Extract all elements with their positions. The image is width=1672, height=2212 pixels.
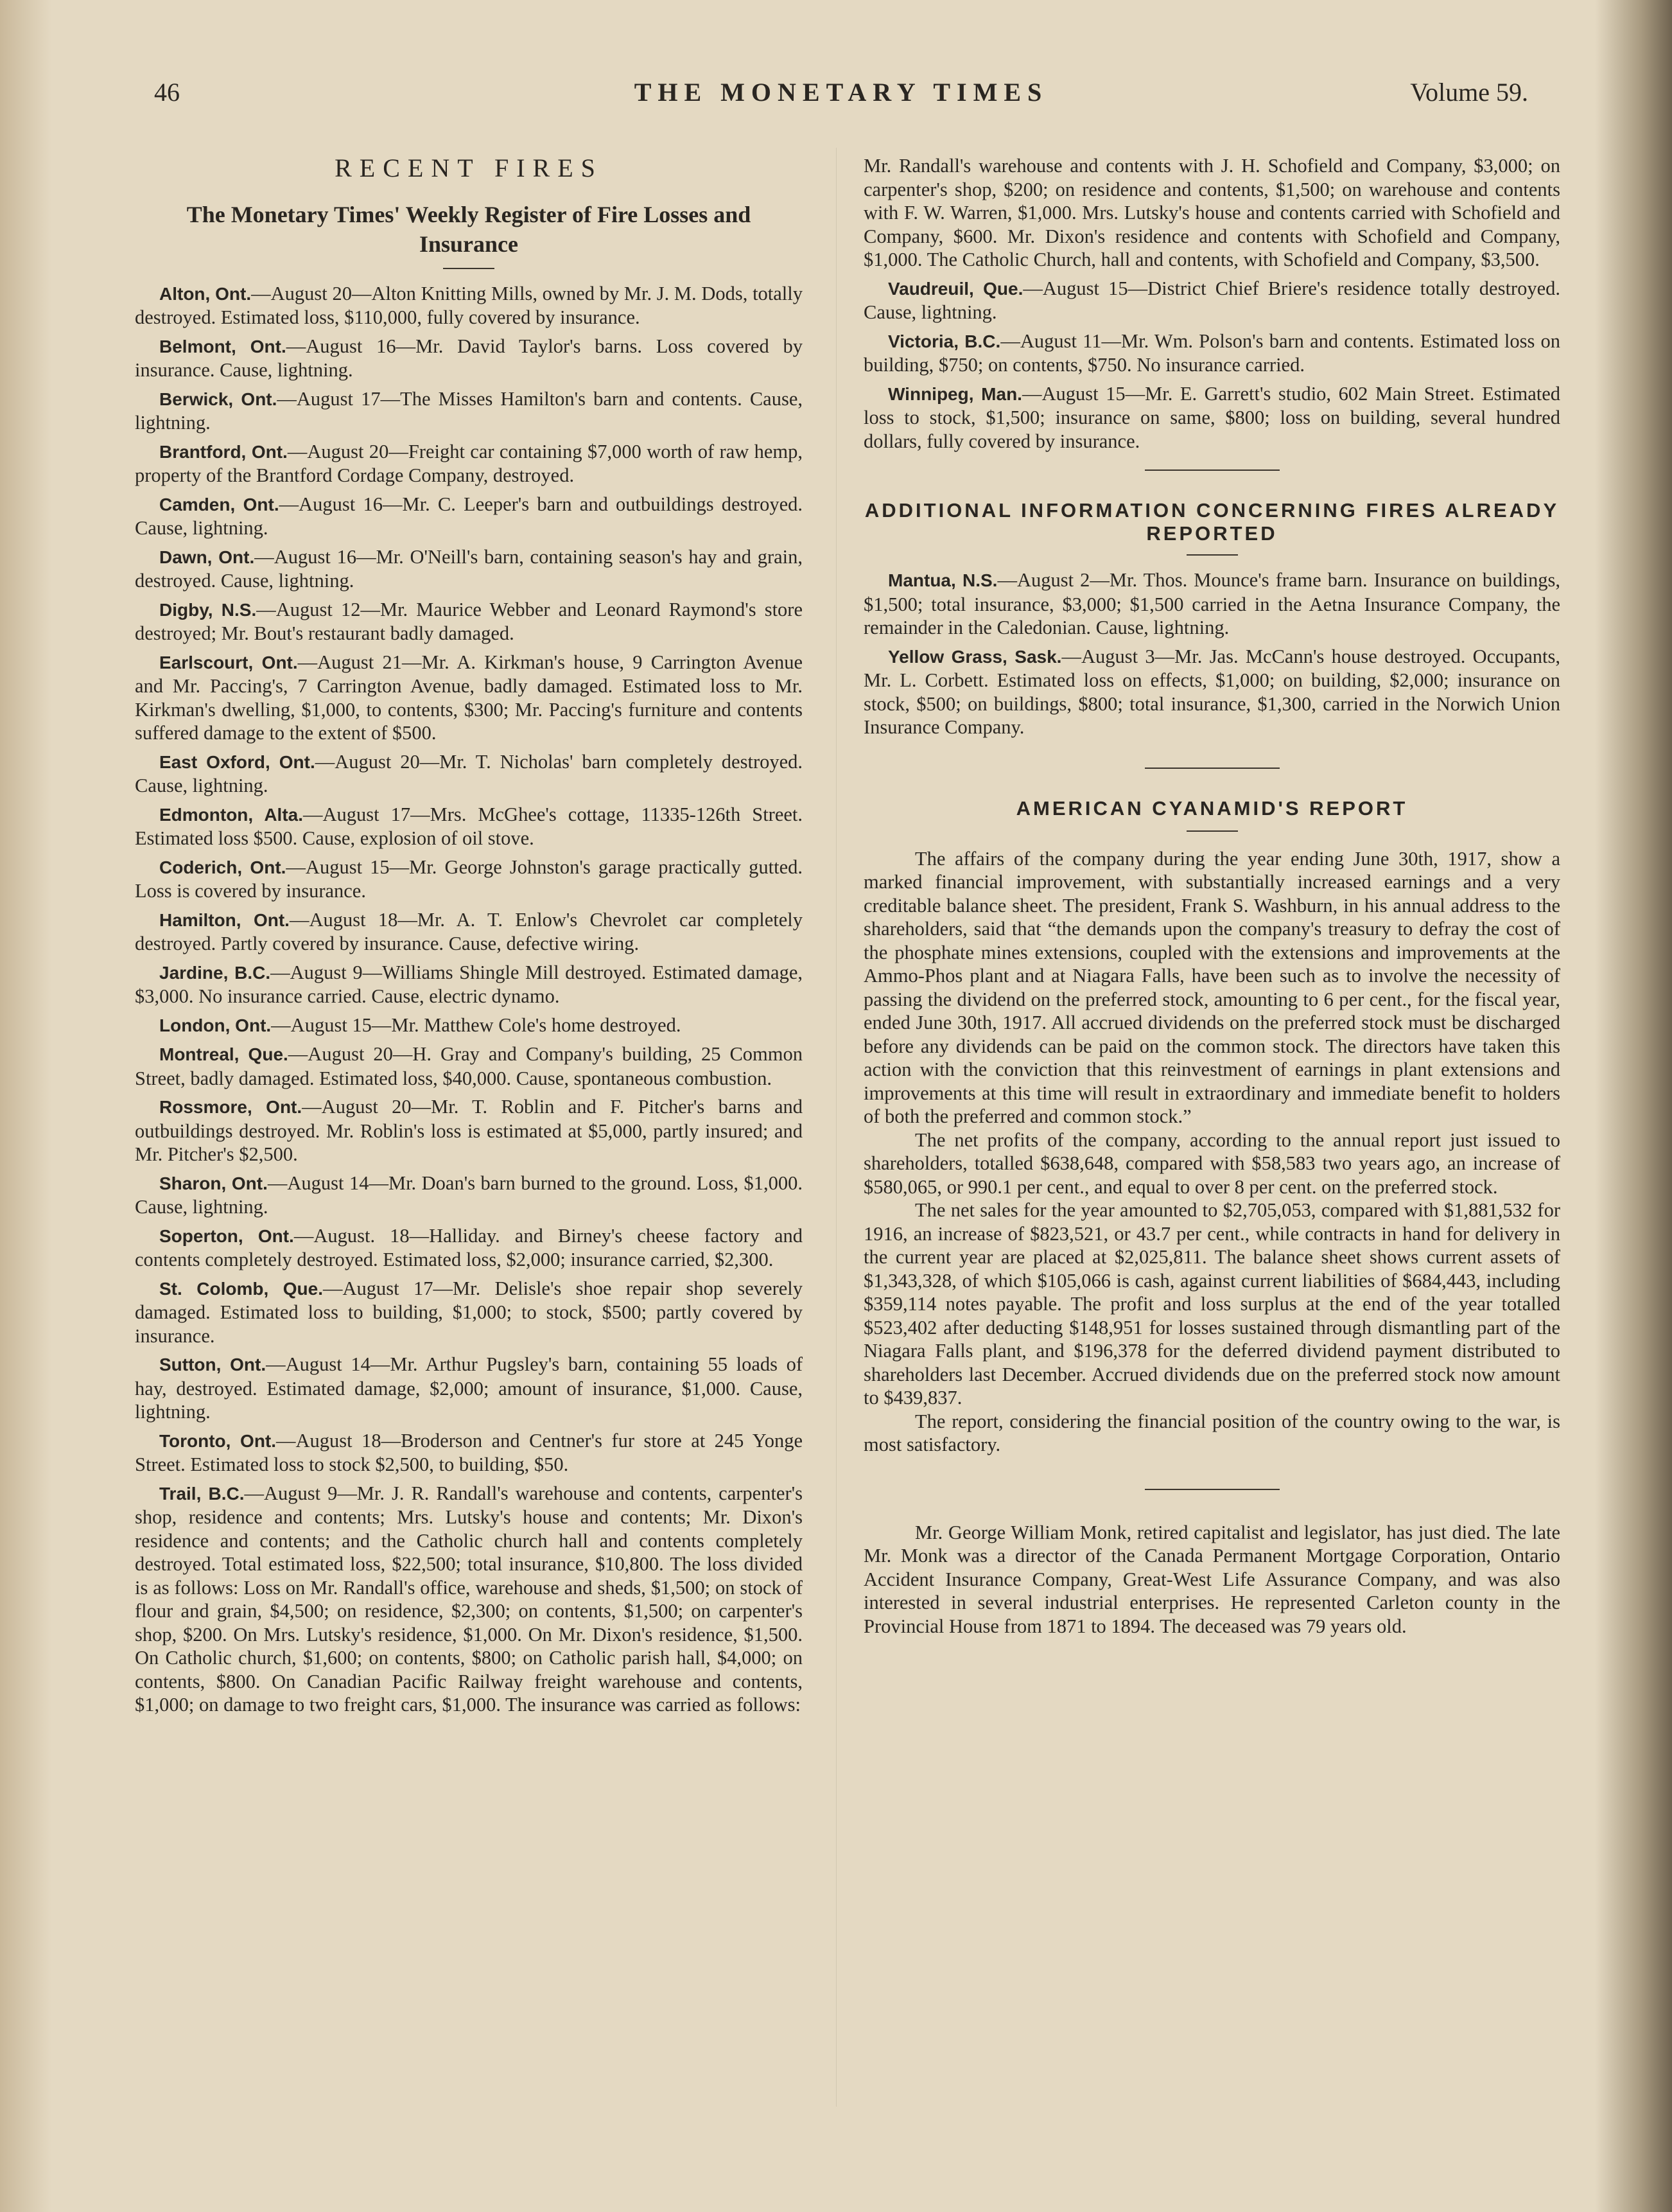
entry-place: East Oxford, Ont.	[159, 751, 315, 772]
entry-text: —August 17—Mr. Delisle's shoe repair shop severely damaged. Estimated loss to building, $1,000; to stock, $500; partly covered by insurance.	[135, 1277, 803, 1347]
entry-text: —August 15—Mr. E. Garrett's studio, 602 Main Street. Estimated loss to stock, $1,500; insurance on same, $800; loss on building, several hundred dollars, fully covered by insurance.	[864, 382, 1560, 452]
fire-entry	[135, 750, 803, 798]
subtitle-rule	[443, 268, 494, 269]
fire-entries-list	[135, 282, 803, 1717]
fire-entry	[864, 277, 1560, 324]
publication-title: THE MONETARY TIMES	[634, 78, 1049, 107]
entry-text: —August 15—Mr. Matthew Cole's home destroyed.	[271, 1014, 681, 1036]
page-shadow-left	[0, 0, 51, 2212]
section-divider	[1145, 470, 1280, 471]
entry-text: —August 18—Mr. A. T. Enlow's Chevrolet car completely destroyed. Partly covered by insurance. Cause, defective wiring.	[135, 908, 803, 954]
entry-text: —August 17—Mrs. McGhee's cottage, 11335-126th Street. Estimated loss $500. Cause, explosion of oil stove.	[135, 803, 803, 849]
fire-entry	[135, 1095, 803, 1166]
entry-text: —August 20—H. Gray and Company's building, 25 Common Street, badly damaged. Estimated loss, $40,000. Cause, spontaneous combustion.	[135, 1043, 803, 1089]
entry-text: —August 18—Broderson and Centner's fur store at 245 Yonge Street. Estimated loss to stock $2,500, to building, $50.	[135, 1429, 803, 1475]
entry-place: Soperton, Ont.	[159, 1225, 294, 1246]
fire-entry	[135, 440, 803, 487]
entry-text: —August 16—Mr. David Taylor's barns. Loss covered by insurance. Cause, lightning.	[135, 335, 803, 381]
entry-place: Hamilton, Ont.	[159, 909, 290, 930]
fire-entry	[135, 282, 803, 329]
column-divider	[836, 148, 837, 2107]
entry-place: Montreal, Que.	[159, 1044, 288, 1064]
fire-entry	[135, 598, 803, 645]
report-paragraph: The net sales for the year amounted to $2,705,053, compared with $1,881,532 for 1916, an increase of $823,521, or 43.7 per cent., while contracts in hand for delivery in the current year are placed at $2,025,811. The balance sheet shows current assets of $1,343,328, of which $105,066 is cash, against current liabilities of $684,443, including $359,114 notes payable. The profit and loss surplus at the end of the year totalled $523,402 after deducting $148,951 for losses sustained through dismantling part of the Niagara Falls plant, and $196,378 for the deferred dividend payment distributed to shareholders last December. Accrued dividends due on the preferred stock now amount to $439,837.	[864, 1199, 1560, 1409]
entry-text: —August 9—Williams Shingle Mill destroyed. Estimated damage, $3,000. No insurance carried. Cause, electric dynamo.	[135, 961, 803, 1007]
cyanamid-report-body	[864, 847, 1560, 1457]
report-paragraph: The affairs of the company during the year ending June 30th, 1917, show a marked financial improvement, with substantially increased earnings and a very creditable balance sheet. The president, Frank S. Washburn, in his annual address to the shareholders, said that “the demands upon the company's treasury to defray the cost of the phosphate mines extensions, coupled with the extensions and improvements at the Ammo-Phos plant and at Niagara Falls, have been such as to involve the necessity of passing the dividend on the preferred stock, amounting to 6 per cent., for the fiscal year, ended June 30th, 1917. All accrued dividends on the preferred stock must be discharged before any dividends can be paid on the common stock. The directors have taken this action with the conviction that this reinvestment of earnings in plant extensions and improvements at this time will result in extraordinary and immediate benefit to holders of both the preferred and common stock.”	[864, 847, 1560, 1127]
entry-place: Alton, Ont.	[159, 283, 252, 304]
obituary-paragraph: Mr. George William Monk, retired capitalist and legislator, has just died. The late Mr. Monk was a director of the Canada Permanent Mortgage Corporation, Ontario Accident Insurance Company, Great-West Life Assurance Company, and was also interested in several industrial enterprises. He represented Carleton county in the Provincial House from 1871 to 1894. The deceased was 79 years old.	[864, 1521, 1560, 1637]
entry-place: Trail, B.C.	[159, 1483, 245, 1504]
entry-text: —August 15—District Chief Briere's residence totally destroyed. Cause, lightning.	[864, 277, 1561, 323]
entry-place: Digby, N.S.	[159, 599, 257, 620]
entry-place: Coderich, Ont.	[159, 857, 286, 877]
recent-fires-title: RECENT FIRES	[335, 154, 603, 182]
entry-place: Berwick, Ont.	[159, 389, 277, 409]
entry-place: London, Ont.	[159, 1015, 272, 1035]
trail-continuation: Mr. Randall's warehouse and contents with J. H. Schofield and Company, $3,000; on carpenter's shop, $200; on residence and contents, $1,500; on warehouse and contents with F. W. Warren, $1,000. Mrs. Lutsky's house and contents carried with Schofield and Company, $600. Mr. Dixon's residence and contents with Schofield and Company, $1,000. The Catholic Church, hall and contents, with Schofield and Company, $3,500.	[864, 155, 1560, 270]
cyanamid-rule	[1187, 830, 1238, 832]
fire-entry	[864, 329, 1560, 377]
entry-text: —August 11—Mr. Wm. Polson's barn and contents. Estimated loss on building, $750; on contents, $750. No insurance carried.	[864, 329, 1560, 376]
entry-place: Jardine, B.C.	[159, 962, 271, 983]
entry-text: —August 20—Mr. T. Nicholas' barn completely destroyed. Cause, lightning.	[135, 750, 803, 796]
entry-place: Mantua, N.S.	[888, 570, 998, 590]
fire-entry	[864, 382, 1560, 453]
entry-text: —August 14—Mr. Arthur Pugsley's barn, containing 55 loads of hay, destroyed. Estimated damage, $2,000; amount of insurance, $1,000. Cause, lightning.	[135, 1353, 803, 1423]
entry-place: Camden, Ont.	[159, 494, 279, 514]
fire-entry	[135, 961, 803, 1008]
entry-place: Sutton, Ont.	[159, 1355, 266, 1374]
fire-entry	[135, 1353, 803, 1424]
entry-place: Sharon, Ont.	[159, 1173, 268, 1193]
fire-entry	[864, 645, 1560, 739]
entry-text: —August 20—Mr. T. Roblin and F. Pitcher's barns and outbuildings destroyed. Mr. Roblin's loss is estimated at $5,000, partly insured; and Mr. Pitcher's $2,500.	[135, 1096, 803, 1165]
page-number: 46	[154, 78, 180, 107]
entry-place: St. Colomb, Que.	[159, 1278, 324, 1299]
entry-text: —August 20—Freight car containing $7,000 worth of raw hemp, property of the Brantford Cordage Company, destroyed.	[135, 440, 803, 486]
fire-entry	[135, 1014, 803, 1038]
fire-entry	[135, 1277, 803, 1348]
fire-entry	[864, 568, 1560, 640]
fire-entry	[135, 1042, 803, 1090]
fire-entry	[135, 856, 803, 903]
entry-place: Belmont, Ont.	[159, 336, 286, 356]
section-divider	[1145, 1489, 1280, 1490]
entry-text: —August 2—Mr. Thos. Mounce's frame barn. Insurance on buildings, $1,500; total insurance, $3,000; $1,500 carried in the Aetna Insurance Company, the remainder in the Caledonian. Cause, lightning.	[864, 569, 1560, 638]
entry-place: Rossmore, Ont.	[159, 1097, 302, 1117]
section-divider	[1145, 768, 1280, 769]
entry-place: Toronto, Ont.	[159, 1430, 277, 1451]
report-paragraph: The net profits of the company, according to the annual report just issued to shareholders, totalled $638,648, compared with $58,583 two years ago, an increase of $580,065, or 990.1 per cent., and equal to over 8 per cent. on the preferred stock.	[864, 1128, 1560, 1198]
fire-entry	[135, 335, 803, 382]
entry-place: Winnipeg, Man.	[888, 383, 1022, 404]
entry-text: —August 17—The Misses Hamilton's barn and contents. Cause, lightning.	[135, 387, 803, 434]
recent-fires-subtitle: The Monetary Times' Weekly Register of Fire Losses and Insurance	[186, 201, 751, 257]
fire-entry	[135, 1429, 803, 1477]
additional-info-title: ADDITIONAL INFORMATION CONCERNING FIRES ALREADY REPORTED	[864, 499, 1560, 545]
fire-entry	[135, 1172, 803, 1219]
fire-entries-list-continued	[864, 277, 1560, 453]
fire-entry	[135, 1482, 803, 1717]
entry-text: —August 16—Mr. C. Leeper's barn and outbuildings destroyed. Cause, lightning.	[135, 493, 803, 539]
additional-info-rule	[1187, 554, 1238, 556]
entry-text: —August 9—Mr. J. R. Randall's warehouse and contents, carpenter's shop, residence and contents; Mrs. Lutsky's house and contents; Mr. Dixon's residence and contents; and the Catholic church hall and contents completely destroyed. Total estimated loss, $22,500; total insurance, $10,800. The loss divided is as follows: Loss on Mr. Randall's office, warehouse and sheds, $1,500; on stock of flour and grain, $4,500; on residence, $2,300; on contents, $1,500; on carpenter's shop, $200. On Mrs. Lutsky's residence, $1,000. On Mr. Dixon's residence, $1,500. On Catholic church, $1,600; on contents, $800; on Catholic parish hall, $4,000; on contents, $800. On Canadian Pacific Railway freight warehouse and contents, $1,000; on damage to two freight cars, $1,000. The insurance was carried as follows:	[135, 1482, 803, 1716]
entry-place: Yellow Grass, Sask.	[888, 646, 1062, 667]
report-paragraph: The report, considering the financial position of the country owing to the war, is most satisfactory.	[864, 1410, 1560, 1455]
cyanamid-title: AMERICAN CYANAMID'S REPORT	[1016, 796, 1408, 820]
page-header	[154, 77, 1528, 122]
entry-text: —August. 18—Halliday. and Birney's cheese factory and contents completely destroyed. Estimated loss, $2,000; insurance carried, $2,300.	[135, 1224, 803, 1270]
fire-entry	[135, 493, 803, 540]
entry-place: Edmonton, Alta.	[159, 804, 303, 825]
entry-place: Victoria, B.C.	[888, 331, 1001, 351]
entry-place: Brantford, Ont.	[159, 441, 288, 462]
entry-place: Dawn, Ont.	[159, 547, 255, 567]
entry-text: —August 14—Mr. Doan's barn burned to the ground. Loss, $1,000. Cause, lightning.	[135, 1172, 803, 1218]
entry-text: —August 21—Mr. A. Kirkman's house, 9 Carrington Avenue and Mr. Paccing's, 7 Carrington Avenue, badly damaged. Estimated loss to Mr. Kirkman's dwelling, $1,000, to contents, $300; Mr. Paccing's furniture and contents suffered damage to the extent of $500.	[135, 651, 803, 744]
volume-label: Volume 59.	[1410, 78, 1528, 107]
page-shadow-right	[1595, 0, 1672, 2212]
entry-text: —August 12—Mr. Maurice Webber and Leonard Raymond's store destroyed; Mr. Bout's restaurant badly damaged.	[135, 598, 803, 644]
fire-entry	[135, 651, 803, 745]
entry-text: —August 16—Mr. O'Neill's barn, containing season's hay and grain, destroyed. Cause, lightning.	[135, 545, 803, 592]
entry-place: Earlscourt, Ont.	[159, 652, 298, 672]
right-column	[864, 154, 1560, 1638]
left-column	[135, 148, 803, 1722]
fire-entry	[135, 803, 803, 850]
entry-text: —August 20—Alton Knitting Mills, owned by Mr. J. M. Dods, totally destroyed. Estimated loss, $110,000, fully covered by insurance.	[135, 282, 803, 328]
fire-entry	[135, 1224, 803, 1272]
entry-text: —August 15—Mr. George Johnston's garage practically gutted. Loss is covered by insurance.	[135, 856, 803, 902]
fire-entry	[135, 387, 803, 435]
entry-place: Vaudreuil, Que.	[888, 278, 1023, 299]
fire-entry	[135, 908, 803, 956]
additional-info-entries	[864, 568, 1560, 739]
fire-entry	[135, 545, 803, 593]
entry-text: —August 3—Mr. Jas. McCann's house destroyed. Occupants, Mr. L. Corbett. Estimated loss on effects, $1,000; on building, $2,000; insurance on stock, $500; on buildings, $800; total insurance, $1,300, carried in the Norwich Union Insurance Company.	[864, 645, 1561, 738]
